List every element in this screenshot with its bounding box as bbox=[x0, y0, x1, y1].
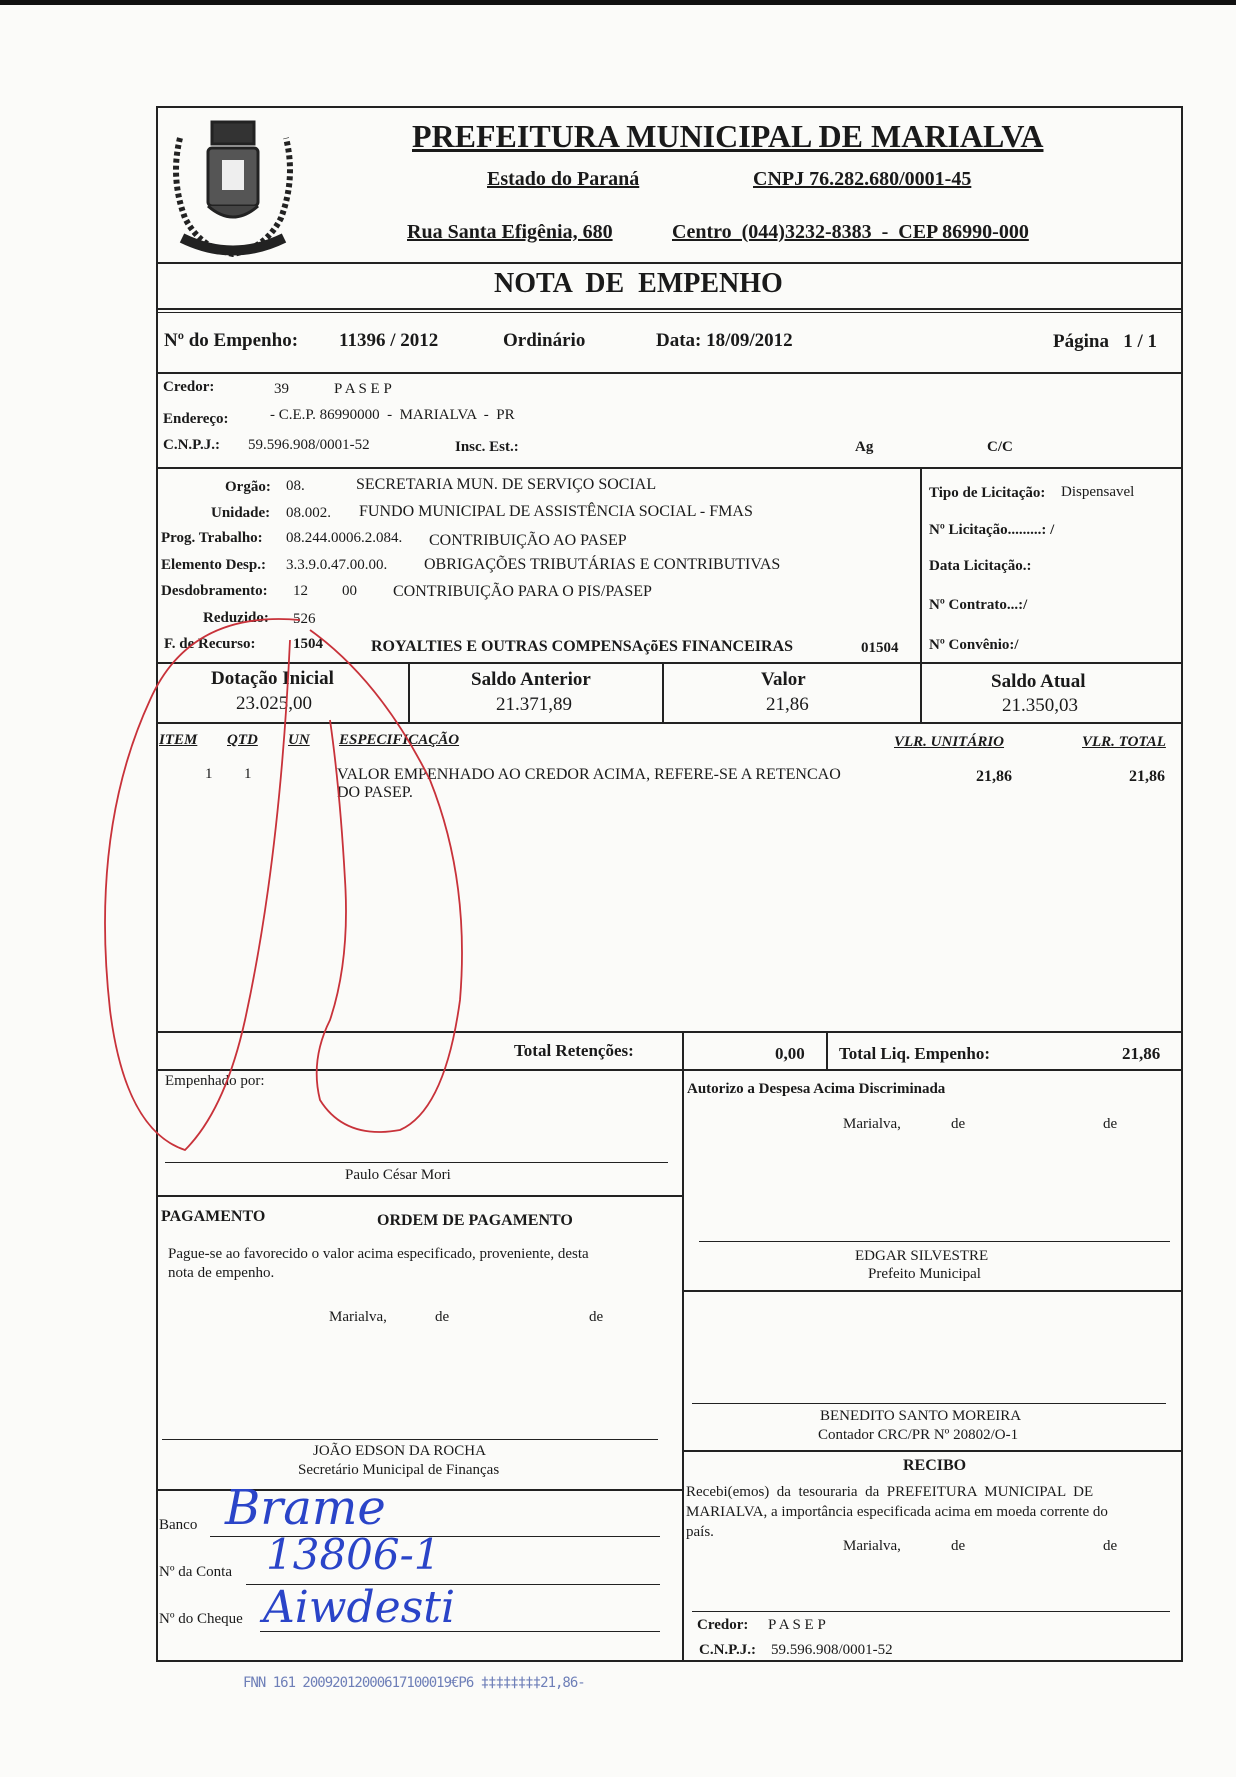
contador-nome: BENEDITO SANTO MOREIRA bbox=[820, 1408, 1022, 1424]
conta-handwritten: 13806-1 bbox=[266, 1530, 441, 1579]
total-liquido-label: Total Liq. Empenho: bbox=[839, 1044, 990, 1063]
credor-name: P A S E P bbox=[334, 381, 392, 397]
recibo-credor-value: P A S E P bbox=[768, 1617, 826, 1633]
elemento-despesa-code: 3.3.9.0.47.00.00. bbox=[286, 557, 388, 573]
autorizo-despesa: Autorizo a Despesa Acima Discriminada bbox=[687, 1081, 946, 1097]
orgao-label: Orgão: bbox=[225, 479, 271, 495]
credor-cnpj-label: C.N.P.J.: bbox=[163, 437, 220, 453]
agencia-label: Ag bbox=[855, 439, 874, 455]
autorizo-de-1: de bbox=[951, 1116, 966, 1132]
col-valor-total: VLR. TOTAL bbox=[1082, 734, 1166, 750]
recibo-cnpj-value: 59.596.908/0001-52 bbox=[771, 1642, 893, 1658]
empenho-number: 11396 / 2012 bbox=[339, 330, 439, 351]
credor-label: Credor: bbox=[163, 379, 215, 395]
endereco-value: - C.E.P. 86990000 - MARIALVA - PR bbox=[270, 407, 515, 423]
numero-licitacao: Nº Licitação.........: / bbox=[929, 522, 1055, 538]
cnpj-header: CNPJ 76.282.680/0001-45 bbox=[753, 168, 972, 190]
desdobramento-subcode: 00 bbox=[342, 583, 357, 599]
numero-contrato: Nº Contrato...:/ bbox=[929, 597, 1028, 613]
item-desc-line2: DO PASEP. bbox=[337, 784, 413, 801]
credor-code: 39 bbox=[274, 381, 289, 397]
recibo-marialva: Marialva, bbox=[843, 1538, 901, 1554]
recibo-de-2: de bbox=[1103, 1538, 1118, 1554]
conta-label: Nº da Conta bbox=[159, 1564, 232, 1580]
unidade-code: 08.002. bbox=[286, 505, 331, 521]
autorizo-marialva: Marialva, bbox=[843, 1116, 901, 1132]
pagamento-marialva: Marialva, bbox=[329, 1309, 387, 1325]
recibo-texto-3: país. bbox=[686, 1524, 714, 1540]
total-retencoes-value: 0,00 bbox=[775, 1044, 805, 1063]
pagamento-texto-2: nota de empenho. bbox=[168, 1265, 275, 1281]
insc-est-label: Insc. Est.: bbox=[455, 439, 519, 455]
saldo-atual-value: 21.350,03 bbox=[1002, 695, 1078, 716]
empenho-date: Data: 18/09/2012 bbox=[656, 330, 793, 351]
prefeito-nome: EDGAR SILVESTRE bbox=[855, 1248, 989, 1264]
cheque-label: Nº do Cheque bbox=[159, 1611, 243, 1627]
prefeito-cargo: Prefeito Municipal bbox=[868, 1266, 981, 1282]
item-valor-unitario: 21,86 bbox=[976, 768, 1012, 785]
banco-label: Banco bbox=[159, 1517, 198, 1533]
credor-cnpj: 59.596.908/0001-52 bbox=[248, 437, 370, 453]
item-valor-total: 21,86 bbox=[1129, 768, 1165, 785]
reduzido-label: Reduzido: bbox=[203, 610, 269, 626]
item-qtd: 1 bbox=[244, 766, 252, 782]
desdobramento-label: Desdobramento: bbox=[161, 583, 268, 599]
col-item: ITEM bbox=[159, 732, 198, 748]
secretario-cargo: Secretário Municipal de Finanças bbox=[298, 1462, 500, 1478]
document-title: NOTA DE EMPENHO bbox=[494, 268, 783, 299]
tipo-licitacao-value: Dispensavel bbox=[1061, 484, 1135, 500]
pagamento-de-2: de bbox=[589, 1309, 604, 1325]
fonte-recurso-code: 1504 bbox=[293, 636, 323, 652]
item-number: 1 bbox=[205, 766, 213, 782]
empenhado-por-nome: Paulo César Mori bbox=[345, 1167, 451, 1183]
endereco-label: Endereço: bbox=[163, 411, 229, 427]
contador-cargo: Contador CRC/PR Nº 20802/O-1 bbox=[818, 1427, 1019, 1443]
recibo-texto-1: Recebi(emos) da tesouraria da PREFEITURA MUNICIPAL DE bbox=[686, 1484, 1094, 1500]
pagamento-label: PAGAMENTO bbox=[161, 1208, 266, 1225]
prog-trabalho-desc: CONTRIBUIÇÃO AO PASEP bbox=[429, 532, 627, 549]
prog-trabalho-label: Prog. Trabalho: bbox=[161, 530, 263, 546]
data-licitacao: Data Licitação.: bbox=[929, 558, 1032, 574]
recibo-de-1: de bbox=[951, 1538, 966, 1554]
pagamento-de-1: de bbox=[435, 1309, 450, 1325]
autorizo-de-2: de bbox=[1103, 1116, 1118, 1132]
empenho-type: Ordinário bbox=[503, 330, 586, 351]
col-qtd: QTD bbox=[227, 732, 258, 748]
saldo-atual-label: Saldo Atual bbox=[991, 671, 1086, 692]
pagamento-texto-1: Pague-se ao favorecido o valor acima especificado, proveniente, desta bbox=[168, 1246, 589, 1262]
recibo-title: RECIBO bbox=[903, 1457, 967, 1474]
elemento-despesa-desc: OBRIGAÇÕES TRIBUTÁRIAS E CONTRIBUTIVAS bbox=[424, 556, 781, 573]
numero-convenio: Nº Convênio:/ bbox=[929, 637, 1019, 653]
recibo-credor-label: Credor: bbox=[697, 1617, 749, 1633]
municipality-title: PREFEITURA MUNICIPAL DE MARIALVA bbox=[412, 118, 1044, 154]
empenho-number-label: Nº do Empenho: bbox=[164, 330, 299, 351]
valor-value: 21,86 bbox=[766, 694, 809, 715]
reduzido-value: 526 bbox=[293, 611, 316, 627]
fonte-recurso-number: 01504 bbox=[861, 640, 899, 656]
secretario-nome: JOÃO EDSON DA ROCHA bbox=[313, 1443, 486, 1459]
dotacao-inicial-value: 23.025,00 bbox=[236, 693, 312, 714]
unidade-desc: FUNDO MUNICIPAL DE ASSISTÊNCIA SOCIAL - FMAS bbox=[359, 503, 753, 520]
saldo-anterior-value: 21.371,89 bbox=[496, 694, 572, 715]
address-street: Rua Santa Efigênia, 680 bbox=[407, 221, 613, 243]
col-valor-unitario: VLR. UNITÁRIO bbox=[894, 734, 1005, 750]
footer-machine-code: FNN 161 20092012000617100019€P6 ‡‡‡‡‡‡‡‡21,86- bbox=[243, 1675, 585, 1691]
col-un: UN bbox=[288, 732, 310, 748]
col-especificacao: ESPECIFICAÇÃO bbox=[339, 732, 460, 748]
desdobramento-code: 12 bbox=[293, 583, 308, 599]
dotacao-inicial-label: Dotação Inicial bbox=[211, 668, 334, 689]
empenhado-por-label: Empenhado por: bbox=[165, 1073, 265, 1089]
recibo-texto-2: MARIALVA, a importância especificada acima em moeda corrente do bbox=[686, 1504, 1108, 1520]
prog-trabalho-code: 08.244.0006.2.084. bbox=[286, 530, 403, 546]
unidade-label: Unidade: bbox=[211, 505, 271, 521]
orgao-code: 08. bbox=[286, 478, 305, 494]
total-liquido-value: 21,86 bbox=[1122, 1044, 1161, 1063]
state-label: Estado do Paraná bbox=[487, 168, 640, 190]
ordem-pagamento-title: ORDEM DE PAGAMENTO bbox=[377, 1212, 573, 1229]
recibo-cnpj-label: C.N.P.J.: bbox=[699, 1642, 756, 1658]
address-rest: Centro (044)3232-8383 - CEP 86990-000 bbox=[672, 221, 1029, 243]
desdobramento-desc: CONTRIBUIÇÃO PARA O PIS/PASEP bbox=[393, 583, 652, 600]
elemento-despesa-label: Elemento Desp.: bbox=[161, 557, 266, 573]
saldo-anterior-label: Saldo Anterior bbox=[471, 669, 591, 690]
cheque-handwritten-signature: Aiwdesti bbox=[263, 1582, 456, 1633]
fonte-recurso-label: F. de Recurso: bbox=[164, 636, 256, 652]
fonte-recurso-desc: ROYALTIES E OUTRAS COMPENSAçõES FINANCEIRAS bbox=[371, 638, 794, 655]
total-retencoes-label: Total Retenções: bbox=[514, 1041, 634, 1060]
valor-label: Valor bbox=[761, 669, 806, 690]
banco-handwritten: Brame bbox=[225, 1480, 386, 1536]
item-desc-line1: VALOR EMPENHADO AO CREDOR ACIMA, REFERE-SE A RETENCAO bbox=[337, 766, 841, 783]
orgao-desc: SECRETARIA MUN. DE SERVIÇO SOCIAL bbox=[356, 476, 657, 493]
tipo-licitacao-label: Tipo de Licitação: bbox=[929, 485, 1046, 501]
page-number: Página 1 / 1 bbox=[1053, 331, 1157, 352]
conta-corrente-label: C/C bbox=[987, 439, 1013, 455]
